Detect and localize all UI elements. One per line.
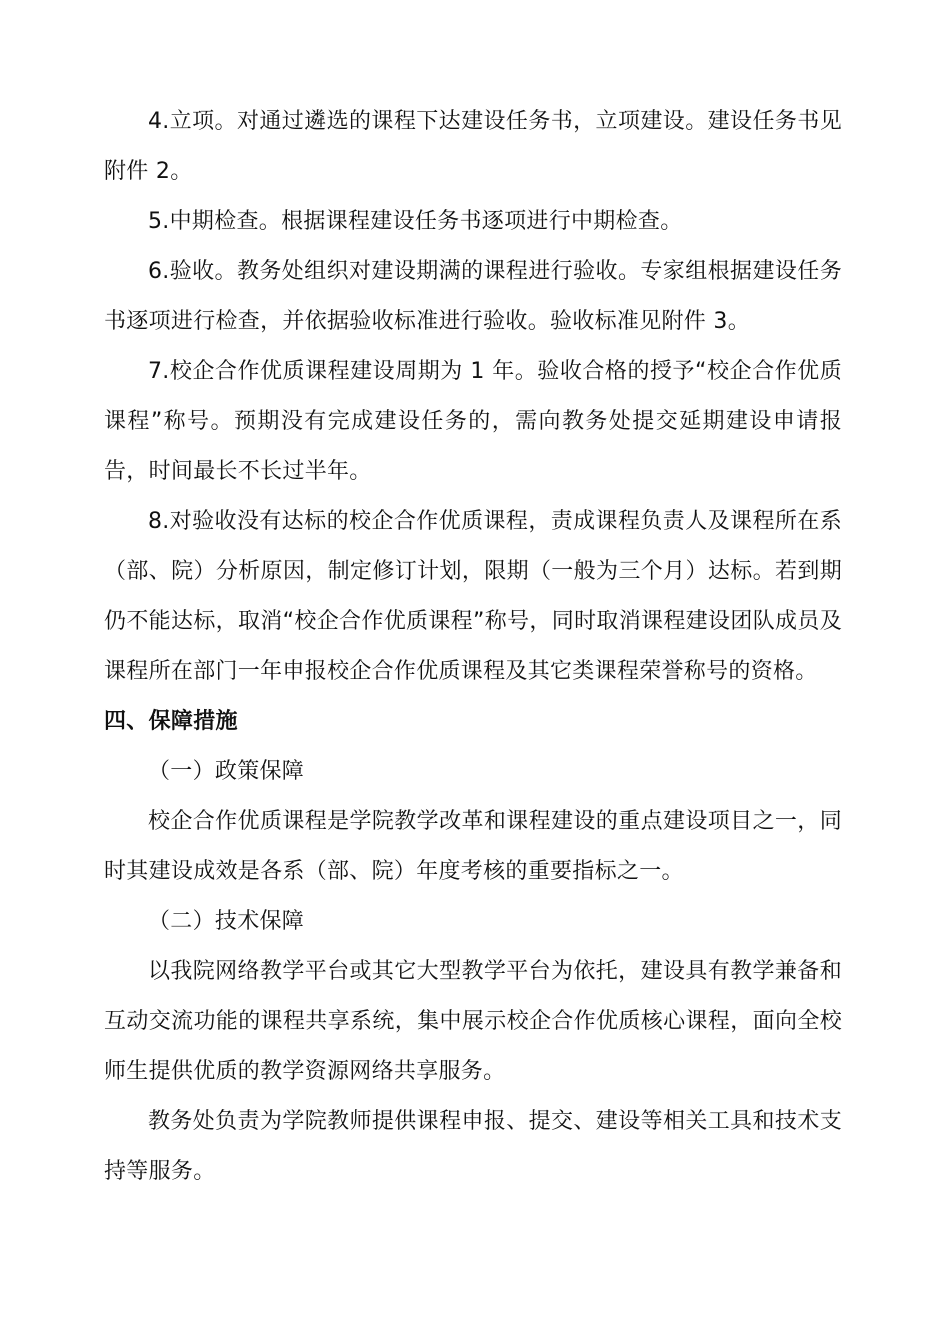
paragraph-technical-support: 教务处负责为学院教师提供课程申报、提交、建设等相关工具和技术支持等服务。 — [104, 1109, 842, 1184]
document-body — [104, 97, 842, 1197]
subheading-policy: （一）政策保障 — [148, 759, 305, 784]
paragraph-midterm-check: 5.中期检查。根据课程建设任务书逐项进行中期检查。 — [148, 209, 683, 234]
paragraph-acceptance: 6.验收。教务处组织对建设期满的课程进行验收。专家组根据建设任务书逐项进行检查，并依据验收标准进行验收。验收标准见附件 3。 — [104, 259, 842, 334]
section-heading-guarantee: 四、保障措施 — [104, 709, 238, 734]
subheading-technical: （二）技术保障 — [148, 909, 305, 934]
paragraph-technical-platform: 以我院网络教学平台或其它大型教学平台为依托，建设具有教学兼备和互动交流功能的课程共享系统，集中展示校企合作优质核心课程，面向全校师生提供优质的教学资源网络共享服务。 — [104, 959, 842, 1084]
paragraph-approval: 4.立项。对通过遴选的课程下达建设任务书，立项建设。建设任务书见附件 2。 — [104, 109, 842, 184]
paragraph-policy: 校企合作优质课程是学院教学改革和课程建设的重点建设项目之一，同时其建设成效是各系（部、院）年度考核的重要指标之一。 — [104, 809, 842, 884]
paragraph-construction-period: 7.校企合作优质课程建设周期为 1 年。验收合格的授予“校企合作优质课程”称号。预期没有完成建设任务的，需向教务处提交延期建设申请报告，时间最长不长过半年。 — [104, 359, 842, 484]
paragraph-not-qualified: 8.对验收没有达标的校企合作优质课程，责成课程负责人及课程所在系（部、院）分析原因，制定修订计划，限期（一般为三个月）达标。若到期仍不能达标，取消“校企合作优质课程”称号，同时取消课程建设团队成员及课程所在部门一年申报校企合作优质课程及其它类课程荣誉称号的资格。 — [104, 509, 842, 684]
